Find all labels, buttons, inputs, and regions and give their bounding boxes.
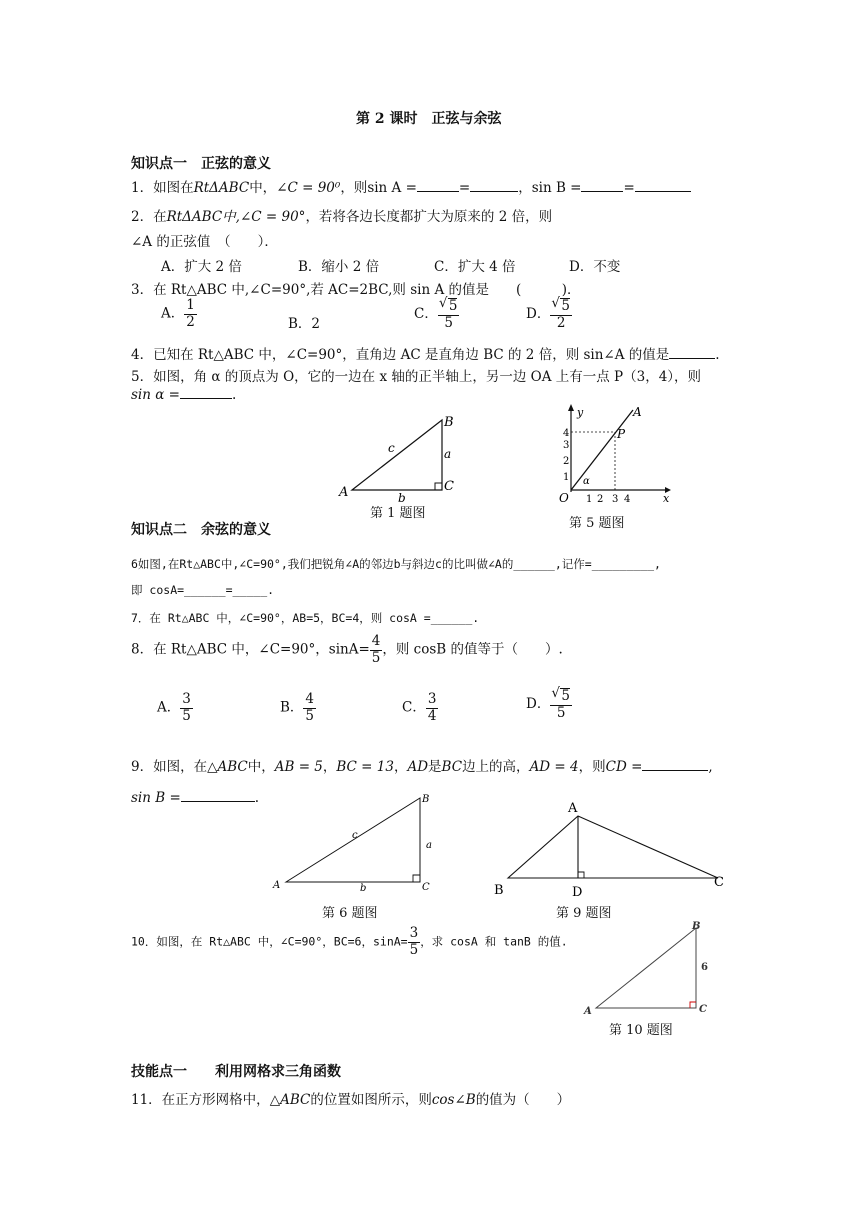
fraction: $\frac{1}{2}$ <box>186 297 195 330</box>
option-c[interactable]: C． $\frac{3}{4}$ <box>402 691 437 724</box>
x-axis-label: x <box>663 492 670 502</box>
option-d[interactable]: D． √ $\frac{5}{5}$ <box>526 688 572 721</box>
foot-d-label: D <box>572 885 583 900</box>
question-5-line1: 5．如图，角 α 的顶点为 O，它的一边在 x 轴的正半轴上，另一边 OA 上有一点 P（3，4），则 <box>131 369 702 385</box>
figure-5-coordinate-plot <box>535 402 675 502</box>
question-10: 10．如图，在 Rt△ABC 中，∠C=90°，BC=6，sinA= $\frac{3}{5}$ ，求 cosA 和 tanB 的值. <box>131 925 568 958</box>
y-axis-label: y <box>577 406 584 419</box>
vertex-b-label: B <box>444 415 454 430</box>
side-b-label: b <box>398 491 406 505</box>
question-4: 4．已知在 Rt△ABC 中，∠C=90°，直角边 AC 是直角边 BC 的 2 倍，则 sin∠A 的值是 . <box>131 347 720 363</box>
vertex-b-label: B <box>494 883 504 898</box>
question-11: 11．在正方形网格中，△ABC的位置如图所示，则cos∠B的值为（ ） <box>131 1092 571 1108</box>
x-tick: 1 <box>586 494 593 502</box>
question-2-line1: 2．在RtΔABC中,∠C = 90°，若将各边长度都扩大为原来的 2 倍，则 <box>131 209 553 225</box>
option-a[interactable]: A． $\frac{1}{2}$ <box>161 297 195 330</box>
fraction: $\frac{3}{5}$ <box>182 691 191 724</box>
question-5-line2: sin α = . <box>131 387 237 403</box>
answer-blank[interactable] <box>180 398 232 399</box>
figure-10-triangle <box>582 918 712 1018</box>
side-a-label: a <box>444 447 452 461</box>
fraction: $\frac{3}{4}$ <box>427 691 437 724</box>
option-b[interactable]: B． $\frac{4}{5}$ <box>280 691 315 724</box>
y-tick: 4 <box>563 428 570 439</box>
question-7: 7．在 Rt△ABC 中，∠C=90°，AB=5，BC=4，则 cosA =______. <box>131 611 480 625</box>
figure-9-triangle <box>488 798 728 902</box>
side-c-label: c <box>388 441 395 455</box>
vertex-a-label: A <box>568 801 578 816</box>
answer-blank[interactable] <box>470 191 518 192</box>
answer-blank[interactable] <box>669 358 715 359</box>
vertex-b-label: B <box>692 921 701 932</box>
y-tick: 1 <box>563 472 570 483</box>
figure-6-caption: 第 6 题图 <box>322 906 378 921</box>
section-heading-3: 技能点一 利用网格求三角函数 <box>131 1064 341 1080</box>
option-c[interactable]: C．扩大 4 倍 <box>434 259 516 275</box>
page-title: 第 2 课时 正弦与余弦 <box>356 111 502 127</box>
question-1: 1．如图在RtΔABC中，∠C = 90⁰，则sin A = = ，sin B = = <box>131 176 691 196</box>
fraction: $\frac{3}{5}$ <box>409 925 419 958</box>
y-tick-labels <box>563 428 569 483</box>
vertex-a-label: A <box>584 1006 592 1017</box>
side-b-label: b <box>360 883 367 894</box>
figure-6-triangle <box>268 790 438 898</box>
section-heading-1: 知识点一 正弦的意义 <box>131 156 271 172</box>
question-9-line2: sin B = . <box>131 790 260 806</box>
vertex-b-label: B <box>422 794 430 805</box>
option-c[interactable]: C． √ $\frac{5}{5}$ <box>414 298 459 331</box>
x-tick: 2 <box>597 494 604 502</box>
origin-label: O <box>559 491 569 502</box>
side-a-label: a <box>426 840 432 851</box>
figure-5-caption: 第 5 题图 <box>569 516 625 531</box>
y-tick: 2 <box>563 456 570 467</box>
option-d[interactable]: D．不变 <box>569 259 621 275</box>
answer-blank[interactable] <box>642 770 708 771</box>
option-a[interactable]: A．扩大 2 倍 <box>161 259 242 275</box>
vertex-c-label: C <box>714 875 724 890</box>
vertex-c-label: C <box>422 882 430 893</box>
side-length-label: 6 <box>701 962 708 973</box>
question-6-line2: 即 cosA=______=_____. <box>131 583 275 597</box>
vertex-a-label: A <box>273 880 281 891</box>
y-tick: 3 <box>563 440 570 451</box>
x-tick: 4 <box>624 494 631 502</box>
vertex-a-label: A <box>339 485 349 500</box>
fraction: $\frac{4}{5}$ <box>305 691 315 724</box>
vertex-c-label: C <box>699 1004 707 1015</box>
option-b[interactable]: B．缩小 2 倍 <box>298 259 380 275</box>
option-a[interactable]: A． $\frac{3}{5}$ <box>157 691 191 724</box>
option-b[interactable]: B．2 <box>288 316 321 332</box>
question-8: 8．在 Rt△ABC 中，∠C=90°，sinA= $\frac{4}{5}$ ，则 cosB 的值等于（ ）. <box>131 633 563 666</box>
x-tick-labels <box>586 494 630 502</box>
x-tick: 3 <box>612 494 619 502</box>
option-d[interactable]: D． √ $\frac{5}{2}$ <box>526 298 572 331</box>
fraction: √ $\frac{5}{5}$ <box>438 298 460 331</box>
question-9-line1: 9．如图，在△ABC中，AB = 5，BC = 13，AD是BC边上的高，AD = 4，则CD = , <box>131 759 713 775</box>
question-2-line2: ∠A 的正弦值 （ ）． <box>131 234 278 250</box>
figure-1-caption: 第 1 题图 <box>370 506 426 521</box>
answer-blank[interactable] <box>181 801 255 802</box>
section-heading-2: 知识点二 余弦的意义 <box>131 522 271 538</box>
fraction: √ $\frac{5}{5}$ <box>550 688 572 721</box>
fraction: √ $\frac{5}{2}$ <box>550 298 572 331</box>
side-c-label: c <box>352 830 358 841</box>
fraction: $\frac{4}{5}$ <box>371 633 381 666</box>
figure-10-caption: 第 10 题图 <box>609 1023 673 1038</box>
vertex-c-label: C <box>444 479 454 494</box>
answer-blank[interactable] <box>581 191 623 192</box>
alpha-label: α <box>583 476 590 487</box>
answer-blank[interactable] <box>635 191 691 192</box>
figure-9-caption: 第 9 题图 <box>556 906 612 921</box>
point-p-label: P <box>617 427 626 441</box>
question-6-line1: 6如图,在Rt△ABC中,∠C=90°,我们把锐角∠A的邻边b与斜边c的比叫做∠A的______,记作=_________, <box>131 557 661 571</box>
point-a-label: A <box>633 405 642 419</box>
question-3: 3．在 Rt△ABC 中,∠C=90°,若 AC=2BC,则 sin A 的值是 ( )． <box>131 282 581 298</box>
answer-blank[interactable] <box>417 191 459 192</box>
